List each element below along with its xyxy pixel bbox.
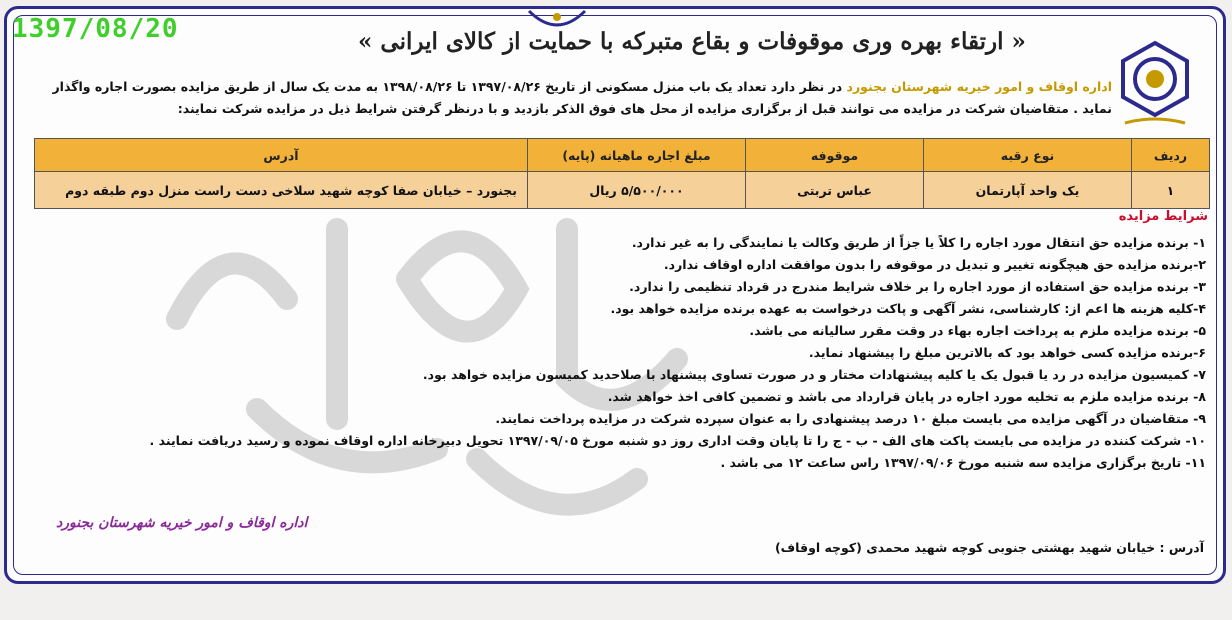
header-monthly-rent: مبلغ اجاره ماهیانه (پایه) — [528, 139, 746, 172]
conditions-title: شرایط مزایده — [1118, 209, 1208, 224]
cell-address: بجنورد – خیابان صفا کوچه شهید سلاخی دست راست منزل دوم طبقه دوم — [35, 172, 528, 209]
property-table — [34, 138, 1210, 209]
condition-item: ۹- متقاضیان در آگهی مزایده می بایست مبلغ ۱۰ درصد پیشنهادی را به عنوان سپرده شرکت در مزایده پرداخت نمایند. — [495, 411, 1206, 426]
intro-org-name: اداره اوقاف و امور خیریه شهرستان بجنورد — [846, 79, 1112, 94]
condition-item: ۱۱- تاریخ برگزاری مزایده سه شنبه مورخ ۱۳۹۷/۰۹/۰۶ راس ساعت ۱۲ می باشد . — [720, 455, 1206, 470]
condition-item: ۸- برنده مزایده ملزم به تخلیه مورد اجاره در پایان قرارداد می باشد و تضمین کافی اخذ خواهد شد. — [607, 389, 1206, 404]
header-property-type: نوع رقبه — [924, 139, 1132, 172]
header-address: آدرس — [35, 139, 528, 172]
header-endowment: موقوفه — [746, 139, 924, 172]
table-header-row — [35, 139, 1210, 172]
condition-item: ۲-برنده مزایده حق هیچگونه تغییر و تبدیل در موقوفه را بدون موافقت اداره اوقاف ندارد. — [663, 257, 1206, 272]
conditions-list — [116, 232, 1206, 474]
condition-item: ۳- برنده مزایده حق استفاده از مورد اجاره را بر خلاف شرایط مندرج در قرداد تنظیمی را ندارد. — [629, 279, 1206, 294]
condition-item: ۶-برنده مزایده کسی خواهد بود که بالاترین مبلغ را پیشنهاد نماید. — [808, 345, 1206, 360]
condition-item: ۷- کمیسیون مزایده در رد یا قبول یک یا کلیه پیشنهادات مختار و در صورت تساوی پیشنهاد با صلاحدید کمیسون مزایده خواهد بود. — [422, 367, 1206, 382]
intro-text: در نظر دارد تعداد یک باب منزل مسکونی از تاریخ ۱۳۹۷/۰۸/۲۶ تا ۱۳۹۸/۰۸/۲۶ به مدت یک سال از طریق مزایده بصورت اجاره واگذار نماید . متقاضیان شرکت در مزایده می توانند قبل از برگزاری مزایده از محل های فوق الذکر بازدید و با درنظر گرفتن شرایط ذیل در مزایده شرکت نمایند: — [52, 79, 1112, 116]
cell-monthly-rent: ۵/۵۰۰/۰۰۰ ریال — [528, 172, 746, 209]
cell-endowment: عباس تربتی — [746, 172, 924, 209]
org-signature: اداره اوقاف و امور خیریه شهرستان بجنورد — [56, 515, 308, 531]
header-row-number: ردیف — [1132, 139, 1210, 172]
date-stamp: 1397/08/20 — [12, 14, 179, 44]
cell-property-type: یک واحد آپارتمان — [924, 172, 1132, 209]
cell-row-number: ۱ — [1132, 172, 1210, 209]
intro-paragraph — [52, 76, 1112, 120]
condition-item: ۵- برنده مزایده ملزم به پرداخت اجاره بهاء در وقت مقرر سالیانه می باشد. — [749, 323, 1206, 338]
condition-item: ۱۰- شرکت کننده در مزایده می بایست پاکت های الف - ب - ج را تا پایان وقت اداری روز دو شنبه مورخ ۱۳۹۷/۰۹/۰۵ تحویل دبیرخانه اداره اوقاف نموده و رسید دریافت نمایند . — [149, 433, 1206, 448]
condition-item: ۴-کلیه هزینه ها اعم از: کارشناسی، نشر آگهی و پاکت درخواست به عهده برنده مزایده خواهد بود. — [610, 301, 1206, 316]
table-row — [35, 172, 1210, 209]
office-address: آدرس : خیابان شهید بهشتی جنوبی کوچه شهید محمدی (کوچه اوقاف) — [774, 540, 1204, 555]
org-logo-icon — [1115, 39, 1195, 129]
condition-item: ۱- برنده مزایده حق انتقال مورد اجاره را کلاً یا جزاً از طریق وکالت یا نمایندگی را به غیر ندارد. — [631, 235, 1206, 250]
ad-title: « ارتقاء بهره وری موقوفات و بقاع متبرکه با حمایت از کالای ایرانی » — [358, 28, 1026, 55]
